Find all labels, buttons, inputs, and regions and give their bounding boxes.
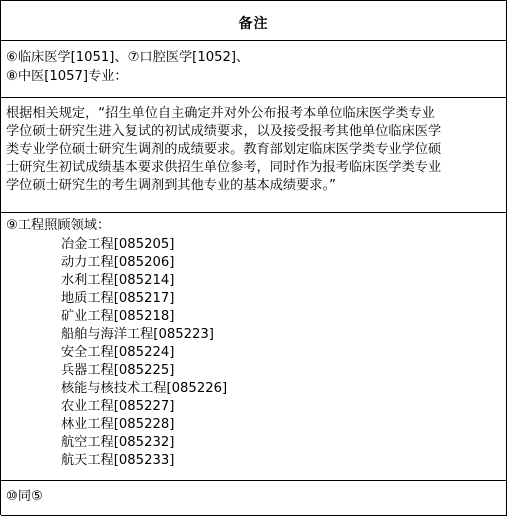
list-item: 航天工程[085233]: [61, 453, 175, 468]
list-item: 航空工程[085232]: [61, 435, 175, 450]
list-item: 水利工程[085214]: [61, 273, 175, 288]
list-item: 地质工程[085217]: [61, 291, 175, 306]
list-item: 矿业工程[085218]: [61, 309, 175, 324]
engineering-heading: ⑨工程照顾领域：: [6, 218, 111, 233]
paragraph-line: 学位硕士研究生进入复试的初试成绩要求，以及接受报考其他单位临床医学: [6, 124, 442, 139]
paragraph-line: 士研究生初试成绩基本要求供招生单位参考，同时作为报考临床医学类专业: [6, 160, 442, 175]
table-title: 备注: [238, 16, 269, 32]
note-row-clinical-majors: [1, 41, 507, 98]
regulation-paragraph: [6, 105, 441, 195]
list-item: 动力工程[085206]: [61, 255, 175, 270]
note-row-regulation: [1, 98, 507, 213]
list-item: 安全工程[085224]: [61, 345, 175, 360]
list-item: 兵器工程[085225]: [61, 363, 175, 378]
list-item: 林业工程[085228]: [61, 417, 175, 432]
note-line: ⑧中医[1057]专业：: [6, 69, 128, 84]
engineering-field-list: [61, 236, 227, 470]
note-line: ⑥临床医学[1051]、⑦口腔医学[1052]、: [6, 50, 250, 65]
list-item: 核能与核技术工程[085226]: [61, 381, 228, 396]
paragraph-line: 类专业学位硕士研究生调剂的成绩要求。教育部划定临床医学类专业学位硕: [6, 142, 442, 157]
list-item: 农业工程[085227]: [61, 399, 175, 414]
list-item: 船舶与海洋工程[085223]: [61, 327, 214, 342]
note-row-same-as-5: [1, 481, 507, 516]
list-item: 冶金工程[085205]: [61, 237, 175, 252]
paragraph-line: 学位硕士研究生的考生调剂到其他专业的基本成绩要求。”: [6, 178, 336, 193]
paragraph-line: 根据相关规定，“招生单位自主确定并对外公布报考本单位临床医学类专业: [6, 106, 435, 121]
note-line: ⑩同⑤: [6, 489, 43, 504]
table-header: [1, 1, 507, 41]
note-row-engineering-fields: [1, 213, 507, 481]
